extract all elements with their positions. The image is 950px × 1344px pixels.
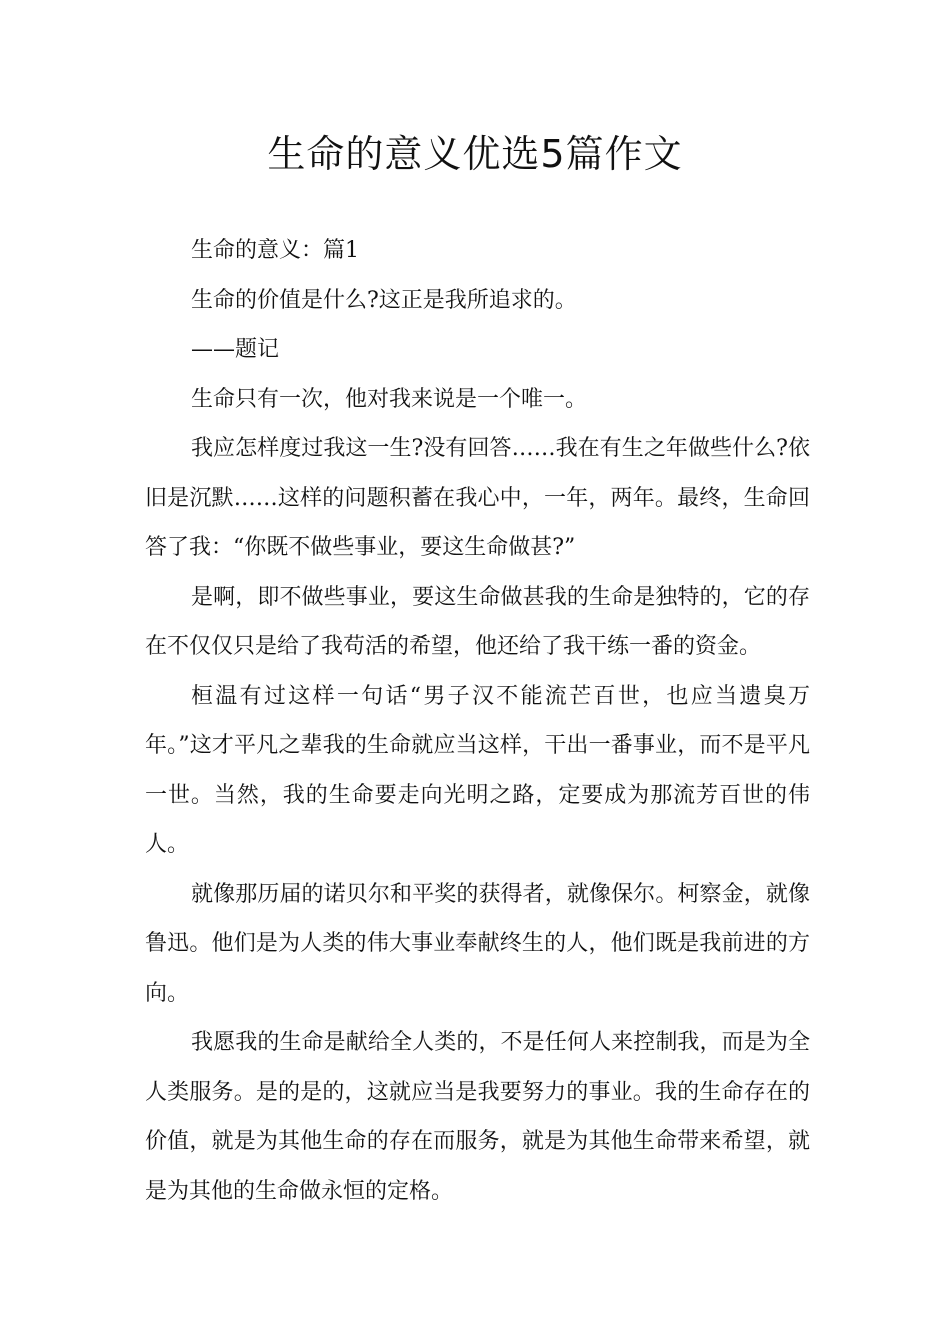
paragraph: 生命的价值是什么?这正是我所追求的。 [191,287,577,313]
paragraph: 我愿我的生命是献给全人类的，不是任何人来控制我，而是为全人类服务。是的是的，这就应当是我要努力的事业。我的生命存在的价值，就是为其他生命的存在而服务，就是为其他生命带来希望，就是为其他的生命做永恒的定格。 [145,1030,810,1204]
paragraph: 生命只有一次，他对我来说是一个唯一。 [191,386,588,412]
section-heading: 生命的意义：篇1 [191,238,359,263]
document-body [145,226,810,1216]
epigraph-attribution: ——题记 [191,337,280,362]
paragraph: 我应怎样度过我这一生?没有回答……我在有生之年做些什么?依旧是沉默……这样的问题积蓄在我心中，一年，两年。最终，生命回答了我：“你既不做些事业，要这生命做甚?” [145,436,810,560]
document-title: 生命的意义优选5篇作文 [267,132,683,176]
paragraph: 桓温有过这样一句话“男子汉不能流芒百世，也应当遗臭万年。”这才平凡之辈我的生命就应当这样，干出一番事业，而不是平凡一世。当然，我的生命要走向光明之路，定要成为那流芳百世的伟人。 [145,683,810,857]
paragraph: 就像那历届的诺贝尔和平奖的获得者，就像保尔。柯察金，就像鲁迅。他们是为人类的伟大事业奉献终生的人，他们既是我前进的方向。 [145,881,810,1006]
paragraph: 是啊，即不做些事业，要这生命做甚我的生命是独特的，它的存在不仅仅只是给了我苟活的希望，他还给了我干练一番的资金。 [145,584,810,659]
